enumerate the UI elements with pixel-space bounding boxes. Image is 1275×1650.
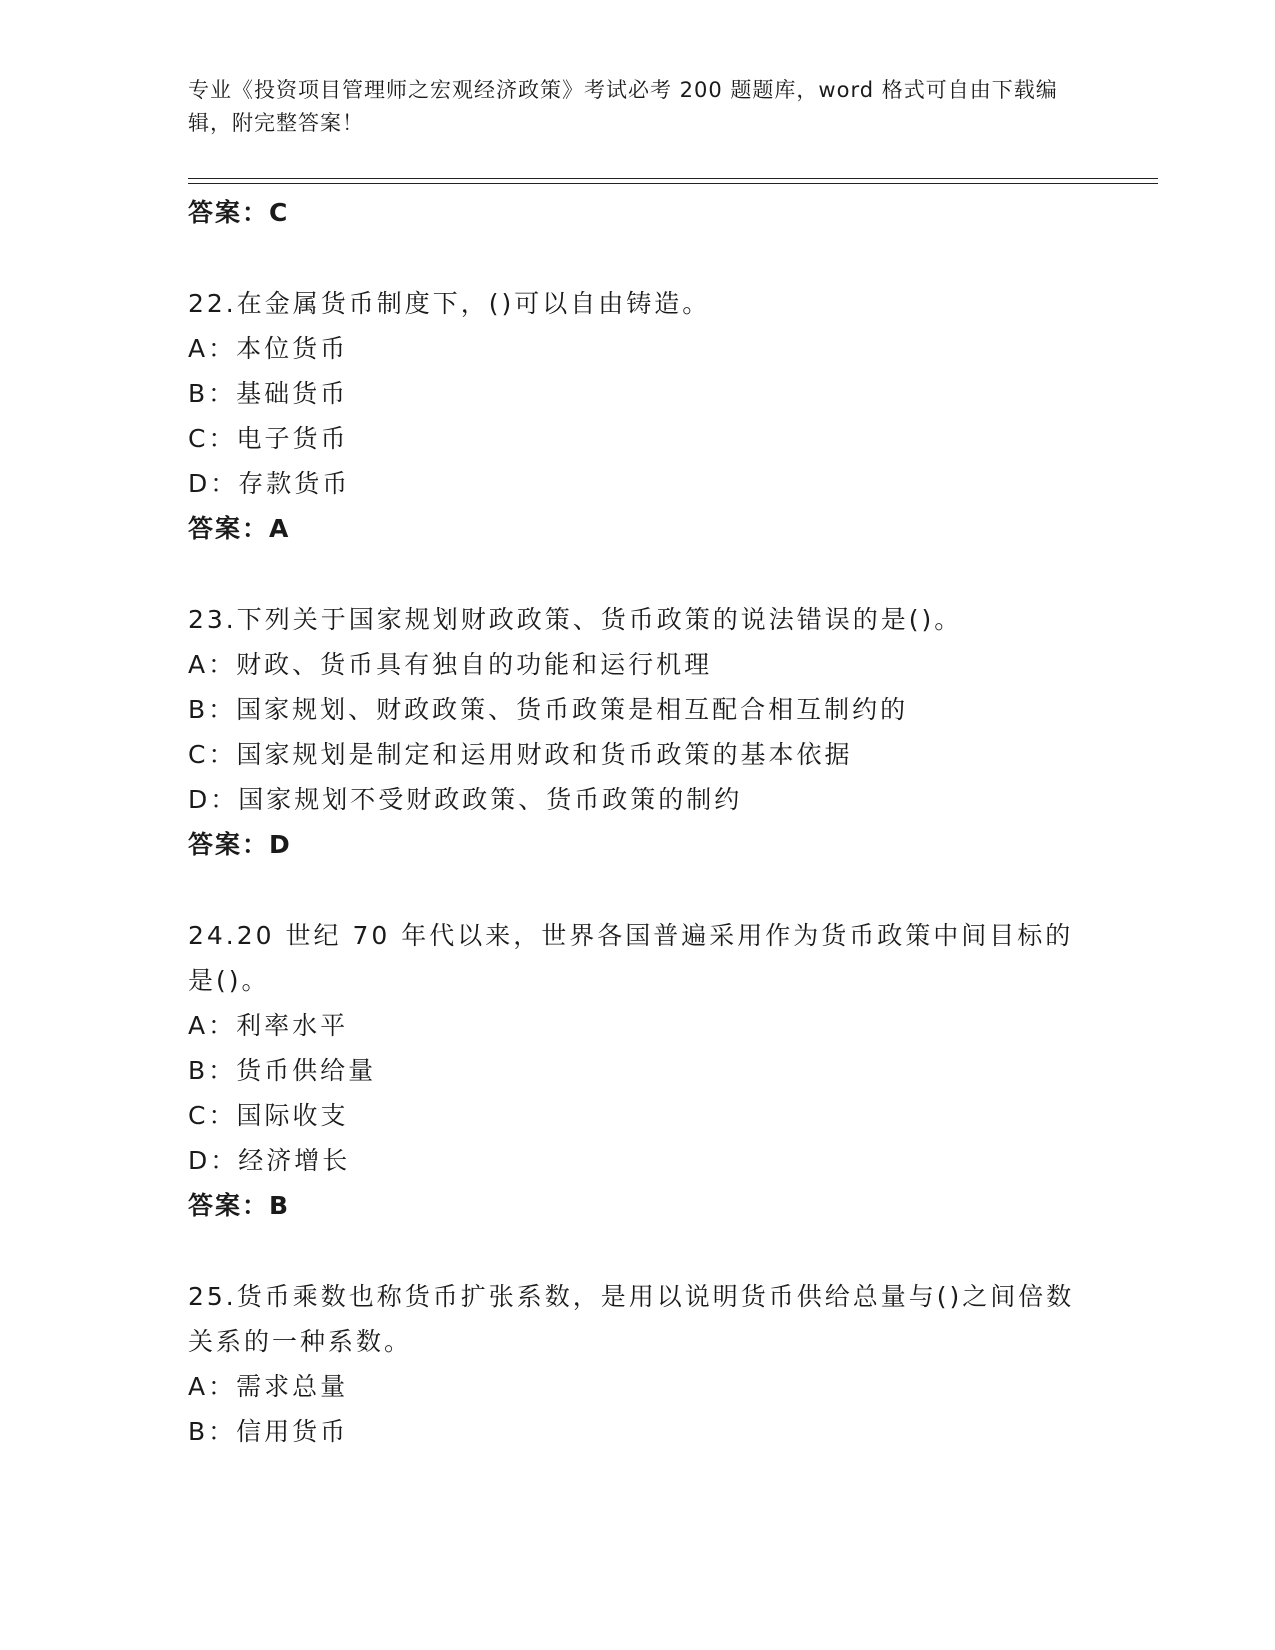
question-24	[188, 913, 1088, 1228]
question-stem: 24.20 世纪 70 年代以来，世界各国普遍采用作为货币政策中间目标的是()。	[188, 921, 1074, 995]
option-c: C：国家规划是制定和运用财政和货币政策的基本依据	[188, 740, 853, 769]
option-d: D：存款货币	[188, 469, 351, 498]
option-b: B：国家规划、财政政策、货币政策是相互配合相互制约的	[188, 695, 909, 724]
question-list	[188, 190, 1088, 1454]
option-b: B：基础货币	[188, 379, 349, 408]
answer-line: 答案：A	[188, 514, 291, 543]
header-divider-bottom	[188, 183, 1158, 184]
answer-line: 答案：B	[188, 1191, 291, 1220]
option-d: D：国家规划不受财政政策、货币政策的制约	[188, 785, 743, 814]
question-23	[188, 597, 1088, 867]
question-stem: 25.货币乘数也称货币扩张系数，是用以说明货币供给总量与()之间倍数关系的一种系数。	[188, 1282, 1075, 1356]
question-25	[188, 1274, 1088, 1454]
option-b: B：货币供给量	[188, 1056, 377, 1085]
answer-line: 答案：C	[188, 198, 290, 227]
question-stem: 23.下列关于国家规划财政政策、货币政策的说法错误的是()。	[188, 605, 963, 634]
option-d: D：经济增长	[188, 1146, 351, 1175]
question-22	[188, 281, 1088, 551]
option-a: A：利率水平	[188, 1011, 349, 1040]
option-b: B：信用货币	[188, 1417, 349, 1446]
option-c: C：电子货币	[188, 424, 349, 453]
option-a: A：财政、货币具有独自的功能和运行机理	[188, 650, 713, 679]
answer-line: 答案：D	[188, 830, 292, 859]
option-c: C：国际收支	[188, 1101, 349, 1130]
question-stem: 22.在金属货币制度下，()可以自由铸造。	[188, 289, 711, 318]
document-header: 专业《投资项目管理师之宏观经济政策》考试必考 200 题题库，word 格式可自由下载编辑，附完整答案！	[188, 78, 1058, 135]
option-a: A：本位货币	[188, 334, 349, 363]
header-divider-top	[188, 178, 1158, 179]
option-a: A：需求总量	[188, 1372, 349, 1401]
